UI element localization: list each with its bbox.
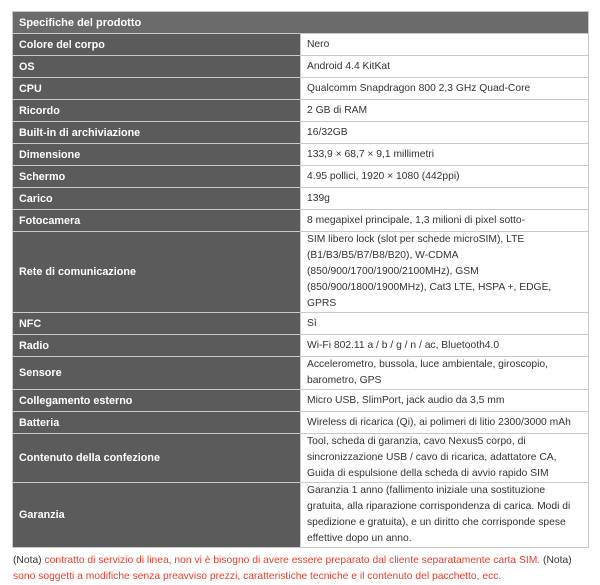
row-value: 16/32GB <box>301 122 589 144</box>
row-value: 133,9 × 68,7 × 9,1 millimetri <box>301 144 589 166</box>
row-label: Sensore <box>13 357 301 390</box>
table-row <box>13 357 589 390</box>
row-label: Ricordo <box>13 100 301 122</box>
spec-table <box>12 11 589 548</box>
table-row <box>13 100 589 122</box>
row-value: Micro USB, SlimPort, jack audio da 3,5 mm <box>301 390 589 412</box>
table-row <box>13 390 589 412</box>
table-row <box>13 166 589 188</box>
row-label: Radio <box>13 335 301 357</box>
footnotes <box>12 553 589 585</box>
note-text: sono soggetti a modifiche senza preavviso prezzi, caratteristiche tecniche e il contenuto del pacchetto, ecc. <box>13 571 502 582</box>
row-label: Schermo <box>13 166 301 188</box>
row-label: CPU <box>13 78 301 100</box>
table-row <box>13 122 589 144</box>
table-row <box>13 335 589 357</box>
table-row <box>13 313 589 335</box>
table-row <box>13 210 589 232</box>
note-prefix: (Nota) <box>543 555 572 566</box>
table-row <box>13 78 589 100</box>
row-value: Android 4.4 KitKat <box>301 56 589 78</box>
note-prefix: (Nota) <box>13 555 42 566</box>
row-label: Batteria <box>13 412 301 434</box>
table-row <box>13 144 589 166</box>
row-label: Fotocamera <box>13 210 301 232</box>
row-label: Colore del corpo <box>13 34 301 56</box>
table-row <box>13 34 589 56</box>
row-value: 2 GB di RAM <box>301 100 589 122</box>
row-value: Wireless di ricarica (Qi), ai polimeri di litio 2300/3000 mAh <box>301 412 589 434</box>
row-label: Dimensione <box>13 144 301 166</box>
row-label: Garanzia <box>13 483 301 548</box>
row-value: 139g <box>301 188 589 210</box>
table-title: Specifiche del prodotto <box>13 12 589 34</box>
row-value: Garanzia 1 anno (fallimento iniziale una sostituzione gratuita, alla riparazione corrispondenza di carica. Modi di spedizione e gratuita), e un diritto che corrisponde spese effettive dopo un anno. <box>301 483 589 548</box>
table-row <box>13 188 589 210</box>
note-text: contratto di servizio di linea, non vi è bisogno di avere essere preparato dal cliente separatamente carta SIM. <box>44 555 541 566</box>
row-value: Tool, scheda di garanzia, cavo Nexus5 corpo, di sincronizzazione USB / cavo di ricarica, adattatore CA, Guida di espulsione della scheda di avvio rapido SIM <box>301 434 589 483</box>
row-label: Carico <box>13 188 301 210</box>
table-row <box>13 412 589 434</box>
row-label: OS <box>13 56 301 78</box>
row-value: Wi-Fi 802.11 a / b / g / n / ac, Bluetooth4.0 <box>301 335 589 357</box>
row-value: Qualcomm Snapdragon 800 2,3 GHz Quad-Core <box>301 78 589 100</box>
row-label: Contenuto della confezione <box>13 434 301 483</box>
row-label: NFC <box>13 313 301 335</box>
row-label: Collegamento esterno <box>13 390 301 412</box>
spec-container <box>12 11 589 585</box>
row-value: Nero <box>301 34 589 56</box>
row-label: Rete di comunicazione <box>13 232 301 313</box>
row-value: SIM libero lock (slot per schede microSIM), LTE (B1/B3/B5/B7/B8/B20), W-CDMA (850/900/1700/1900/2100MHz), GSM (850/900/1800/1900MHz), Cat3 LTE, HSPA +, EDGE, GPRS <box>301 232 589 313</box>
row-value: 8 megapixel principale, 1,3 milioni di pixel sotto- <box>301 210 589 232</box>
row-value: Sì <box>301 313 589 335</box>
row-label: Built-in di archiviazione <box>13 122 301 144</box>
table-row <box>13 232 589 313</box>
row-value: Accelerometro, bussola, luce ambientale, giroscopio, barometro, GPS <box>301 357 589 390</box>
table-header-row <box>13 12 589 34</box>
row-value: 4.95 pollici, 1920 × 1080 (442ppi) <box>301 166 589 188</box>
table-row <box>13 483 589 548</box>
table-row <box>13 434 589 483</box>
table-row <box>13 56 589 78</box>
